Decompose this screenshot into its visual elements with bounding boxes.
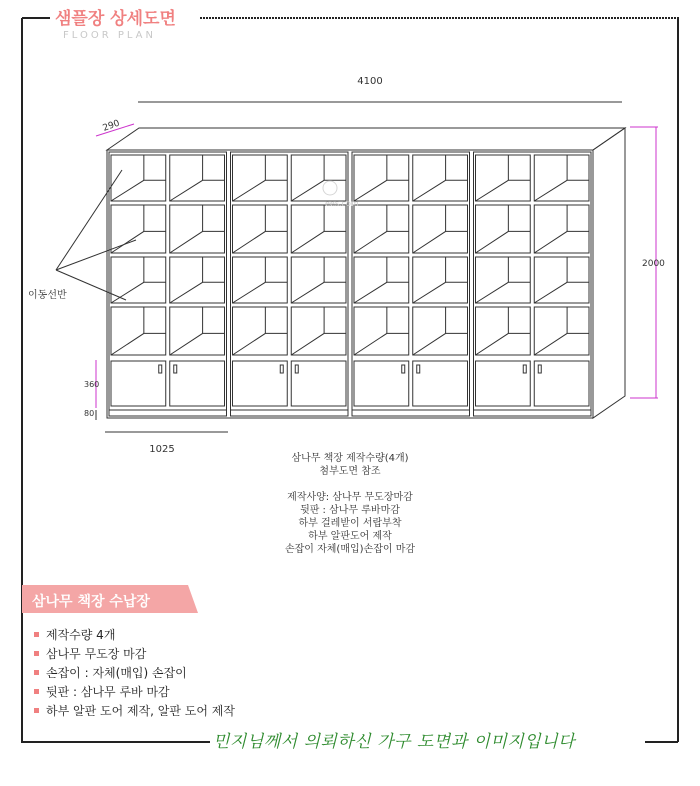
- handle-icon: [280, 365, 283, 373]
- spec-text: 손잡이 : 자체(매입) 손잡이: [46, 666, 187, 680]
- shelf-cell: [170, 155, 225, 201]
- shelf-perspective: [476, 282, 531, 303]
- note-line: 뒷판 : 삼나무 루바마감: [300, 505, 400, 516]
- shelf-cell: [111, 257, 166, 303]
- handle-icon: [174, 365, 177, 373]
- shelf-perspective: [111, 231, 166, 253]
- shelf-perspective: [476, 333, 531, 355]
- bullet-icon: [34, 632, 39, 637]
- shelf-perspective: [111, 333, 166, 355]
- footer-message: 민지님께서 의뢰하신 가구 도면과 이미지입니다: [213, 732, 576, 752]
- dim-base-height: 80: [84, 409, 95, 418]
- shelf-perspective: [413, 231, 468, 253]
- list-item: [34, 683, 235, 702]
- handle-icon: [523, 365, 526, 373]
- shelf-cell: [170, 307, 225, 355]
- shelf-perspective: [233, 333, 288, 355]
- shelf-perspective: [354, 333, 409, 355]
- shelf-perspective: [534, 231, 589, 253]
- cabinet-side: [593, 128, 625, 418]
- shelf-cell: [476, 155, 531, 201]
- shelf-perspective: [476, 231, 531, 253]
- shelf-perspective: [111, 180, 166, 201]
- page-header: [55, 4, 195, 41]
- shelf-perspective: [413, 180, 468, 201]
- shelf-cell: [291, 307, 346, 355]
- door-panel: [170, 361, 225, 406]
- shelf-perspective: [170, 282, 225, 303]
- bullet-icon: [34, 670, 39, 675]
- shelf-cell: [354, 307, 409, 355]
- note-line: 삼나무 책장 제작수량(4개): [291, 453, 409, 464]
- section-title: 삼나무 책장 수납장: [32, 594, 150, 610]
- watermark: ees.com: [325, 199, 359, 208]
- shelf-perspective: [354, 231, 409, 253]
- shelf-cell: [233, 155, 288, 201]
- shelf-perspective: [534, 282, 589, 303]
- spec-text: 제작수량 4개: [46, 628, 116, 642]
- note-line: 하부 알판도어 제작: [308, 531, 392, 542]
- shelf-perspective: [354, 180, 409, 201]
- shelf-perspective: [476, 180, 531, 201]
- list-item: [34, 645, 235, 664]
- door-panel: [111, 361, 166, 406]
- bullet-icon: [34, 651, 39, 656]
- shelf-cell: [111, 155, 166, 201]
- list-item: [34, 702, 235, 721]
- note-line: 하부 걸레받이 서랍부착: [298, 518, 402, 529]
- shelf-perspective: [413, 333, 468, 355]
- shelf-cell: [233, 257, 288, 303]
- cabinet-front: [107, 150, 593, 418]
- shelf-cell: [534, 205, 589, 253]
- shelf-perspective: [354, 282, 409, 303]
- handle-icon: [295, 365, 298, 373]
- shelf-cell: [534, 307, 589, 355]
- handle-icon: [159, 365, 162, 373]
- page-title: 샘플장 상세도면: [55, 9, 176, 29]
- shelf-cell: [413, 155, 468, 201]
- shelf-perspective: [233, 180, 288, 201]
- shelf-cell: [170, 205, 225, 253]
- handle-icon: [417, 365, 420, 373]
- list-item: [34, 626, 235, 645]
- spec-text: 삼나무 무도장 마감: [46, 647, 147, 661]
- door-panel: [413, 361, 468, 406]
- shelf-cell: [476, 307, 531, 355]
- shelf-perspective: [170, 180, 225, 201]
- handle-icon: [538, 365, 541, 373]
- dim-door-height: 360: [84, 380, 100, 389]
- shelf-cell: [476, 205, 531, 253]
- note-line: 제작사양: 삼나무 무도장마감: [287, 492, 413, 503]
- section-band: [22, 585, 197, 613]
- handle-icon: [402, 365, 405, 373]
- shelf-perspective: [291, 282, 346, 303]
- cabinet-top: [107, 128, 625, 150]
- dim-height: 2000: [642, 259, 665, 269]
- shelf-cell: [476, 257, 531, 303]
- shelf-perspective: [291, 180, 346, 201]
- shelf-cell: [354, 257, 409, 303]
- shelf-cell: [233, 205, 288, 253]
- door-panel: [233, 361, 288, 406]
- dim-unit-width: 1025: [149, 444, 175, 455]
- bullet-icon: [34, 689, 39, 694]
- shelf-cell: [111, 307, 166, 355]
- shelf-perspective: [291, 333, 346, 355]
- spec-text: 하부 알판 도어 제작, 알판 도어 제작: [46, 704, 235, 718]
- shelf-perspective: [413, 282, 468, 303]
- shelf-cell: [291, 205, 346, 253]
- door-panel: [476, 361, 531, 406]
- shelf-perspective: [534, 333, 589, 355]
- shelf-cell: [413, 307, 468, 355]
- shelf-cell: [354, 155, 409, 201]
- shelf-cell: [354, 205, 409, 253]
- door-panel: [354, 361, 409, 406]
- note-line: 첨부도면 참조: [319, 466, 381, 477]
- spec-text: 뒷판 : 삼나무 루바 마감: [46, 685, 170, 699]
- note-line: 손잡이 자체(매입)손잡이 마감: [284, 544, 416, 555]
- dim-total-width: 4100: [357, 76, 383, 87]
- bullet-icon: [34, 708, 39, 713]
- shelf-perspective: [534, 180, 589, 201]
- page-subtitle: FLOOR PLAN: [63, 30, 156, 41]
- shelf-perspective: [233, 231, 288, 253]
- shelf-cell: [413, 205, 468, 253]
- shelf-cell: [413, 257, 468, 303]
- shelf-cell: [233, 307, 288, 355]
- shelf-cell: [534, 155, 589, 201]
- bookcase-drawing: [107, 128, 625, 418]
- list-item: [34, 664, 235, 683]
- shelf-perspective: [111, 282, 166, 303]
- shelf-cell: [291, 257, 346, 303]
- spec-list: [34, 626, 235, 721]
- dim-depth: 290: [101, 118, 122, 134]
- shelf-cell: [170, 257, 225, 303]
- drawing-notes: [250, 452, 450, 556]
- shelf-cell: [534, 257, 589, 303]
- shelf-perspective: [170, 231, 225, 253]
- shelf-perspective: [170, 333, 225, 355]
- shelf-cell: [291, 155, 346, 201]
- shelf-perspective: [233, 282, 288, 303]
- shelf-perspective: [291, 231, 346, 253]
- shelf-label: 이동선반: [28, 290, 67, 301]
- door-panel: [291, 361, 346, 406]
- door-panel: [534, 361, 589, 406]
